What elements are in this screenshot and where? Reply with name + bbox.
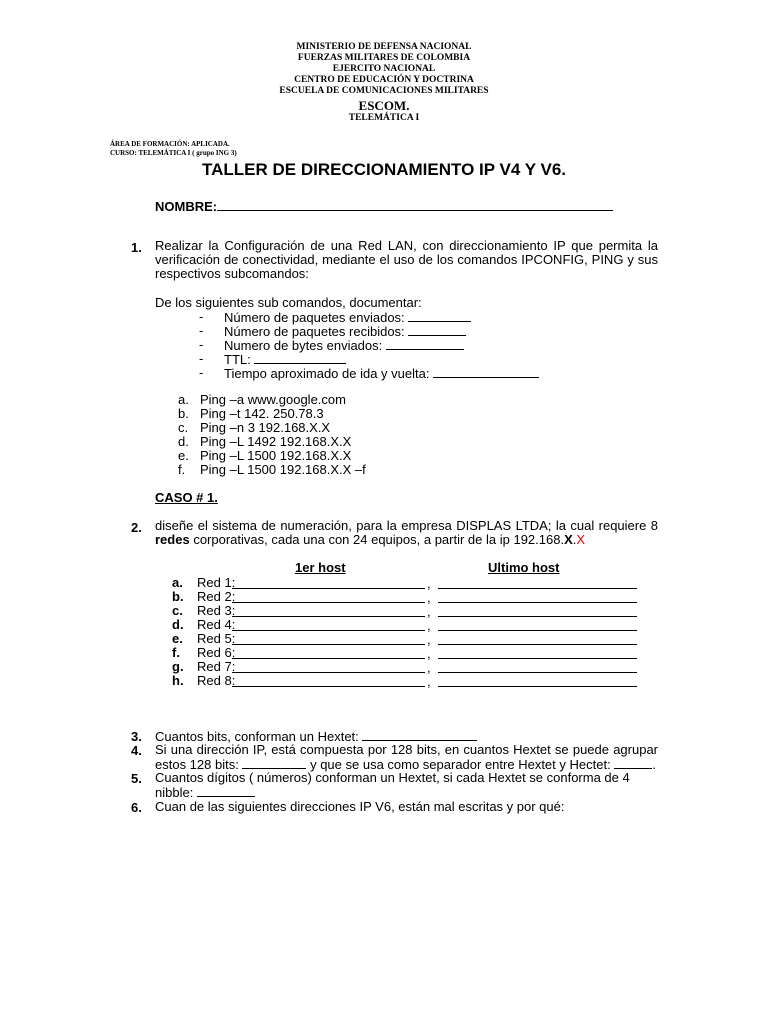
first-host-blank <box>232 686 425 687</box>
last-host-blank <box>438 588 637 589</box>
cmd-text: Ping –t 142. 250.78.3 <box>200 406 324 421</box>
answer-blank <box>362 729 477 741</box>
row-comma: , <box>427 632 431 647</box>
q2-x-black: X <box>564 532 573 547</box>
q1-dash: - <box>199 365 204 380</box>
col-first-host: 1er host <box>295 560 346 575</box>
answer-blank <box>408 324 466 336</box>
q2-line-2-rest: corporativas, cada una con 24 equipos, a partir de la ip 192.168. <box>189 532 565 547</box>
q4-line-1: Si una dirección IP, está compuesta por 128 bits, en cuantos Hextet se puede agrupar <box>155 742 658 757</box>
red-row-letter: c. <box>172 603 183 618</box>
q5-line-2-label: nibble: <box>155 785 194 800</box>
red-row-label: Red 3: <box>197 603 236 618</box>
red-row-label: Red 8: <box>197 673 236 688</box>
q3-label: Cuantos bits, conforman un Hextet: <box>155 729 359 744</box>
cmd-text: Ping –L 1500 192.168.X.X <box>200 448 352 463</box>
cmd-text: Ping –a www.google.com <box>200 392 346 407</box>
answer-blank <box>433 366 539 378</box>
nombre-field <box>155 199 613 215</box>
cmd-text: Ping –L 1492 192.168.X.X <box>200 434 352 449</box>
first-host-blank <box>232 658 425 659</box>
header-line-5: ESCUELA DE COMUNICACIONES MILITARES <box>279 86 489 96</box>
answer-blank <box>254 352 346 364</box>
q2-number: 2. <box>131 520 142 535</box>
last-host-blank <box>438 658 637 659</box>
red-row-letter: g. <box>172 659 184 674</box>
row-comma: , <box>427 646 431 661</box>
cmd-letter: a. <box>178 392 189 407</box>
col-last-host: Ultimo host <box>488 560 560 575</box>
row-comma: , <box>427 590 431 605</box>
row-comma: , <box>427 576 431 591</box>
first-host-blank <box>232 602 425 603</box>
q1-item-3-label: Numero de bytes enviados: <box>224 338 383 353</box>
answer-blank <box>408 310 471 322</box>
red-row-label: Red 2: <box>197 589 236 604</box>
row-comma: , <box>427 618 431 633</box>
red-row-label: Red 4: <box>197 617 236 632</box>
q2-line-1: diseñe el sistema de numeración, para la empresa DISPLAS LTDA; la cual requiere 8 <box>155 518 658 533</box>
meta-area: ÁREA DE FORMACIÓN: APLICADA. <box>110 140 230 148</box>
first-host-blank <box>232 630 425 631</box>
q4-line-2-end: . <box>652 757 656 772</box>
nombre-blank <box>217 199 613 211</box>
q1-item-5 <box>224 366 539 382</box>
nombre-label: NOMBRE: <box>155 199 218 214</box>
q1-line-2: verificación de conectividad, mediante el uso de los comandos IPCONFIG, PING y sus <box>155 252 658 267</box>
q2-x-red: X <box>576 532 586 547</box>
q5-line-1: Cuantos dígitos ( números) conforman un Hextet, si cada Hextet se conforma de 4 <box>155 770 630 785</box>
row-comma: , <box>427 660 431 675</box>
cmd-letter: f. <box>178 462 186 477</box>
q1-line-3: respectivos subcomandos: <box>155 266 309 281</box>
header-line-3: EJERCITO NACIONAL <box>332 64 436 74</box>
cmd-text: Ping –n 3 192.168.X.X <box>200 420 331 435</box>
cmd-letter: c. <box>178 420 189 435</box>
q2-line-2 <box>155 533 658 548</box>
red-row-letter: a. <box>172 575 183 590</box>
last-host-blank <box>438 630 637 631</box>
header-line-1: MINISTERIO DE DEFENSA NACIONAL <box>296 42 472 52</box>
q1-item-4-label: TTL: <box>224 352 251 367</box>
q2-redes-bold: redes <box>155 532 190 547</box>
q1-number: 1. <box>131 240 142 255</box>
row-comma: , <box>427 604 431 619</box>
red-row-label: Red 6: <box>197 645 236 660</box>
red-row-letter: d. <box>172 617 184 632</box>
red-row-label: Red 1: <box>197 575 236 590</box>
last-host-blank <box>438 602 637 603</box>
red-row-letter: e. <box>172 631 183 646</box>
cmd-letter: d. <box>178 434 189 449</box>
row-comma: , <box>427 674 431 689</box>
answer-blank <box>197 785 255 797</box>
red-row-label: Red 7: <box>197 659 236 674</box>
first-host-blank <box>232 616 425 617</box>
cmd-letter: e. <box>178 448 189 463</box>
answer-blank <box>614 757 652 769</box>
q5-number: 5. <box>131 771 142 786</box>
last-host-blank <box>438 672 637 673</box>
q6-text: Cuan de las siguientes direcciones IP V6, están mal escritas y por qué: <box>155 799 565 814</box>
q1-dash: - <box>199 309 204 324</box>
answer-blank <box>386 338 464 350</box>
q6-number: 6. <box>131 800 142 815</box>
answer-blank <box>242 757 306 769</box>
q1-line-1: Realizar la Configuración de una Red LAN, con direccionamiento IP que permita la <box>155 238 658 253</box>
cmd-text: Ping –L 1500 192.168.X.X –f <box>200 462 366 477</box>
page-title: TALLER DE DIRECCIONAMIENTO IP V4 Y V6. <box>202 160 566 179</box>
q2-dot: . <box>572 532 577 547</box>
red-row-label: Red 5: <box>197 631 236 646</box>
q1-intro: De los siguientes sub comandos, documentar: <box>155 295 422 310</box>
q1-dash: - <box>199 351 204 366</box>
q1-item-2-label: Número de paquetes recibidos: <box>224 324 405 339</box>
first-host-blank <box>232 644 425 645</box>
header-line-4: CENTRO DE EDUCACIÓN Y DOCTRINA <box>294 75 474 85</box>
red-row-letter: f. <box>172 645 180 660</box>
last-host-blank <box>438 644 637 645</box>
header-escom: ESCOM. <box>358 98 410 113</box>
header-line-2: FUERZAS MILITARES DE COLOMBIA <box>297 53 471 63</box>
q1-dash: - <box>199 323 204 338</box>
q4-line-2b: y que se usa como separador entre Hextet y Hectet: <box>310 757 611 772</box>
q1-item-5-label: Tiempo aproximado de ida y vuelta: <box>224 366 430 381</box>
q3-number: 3. <box>131 729 142 744</box>
last-host-blank <box>438 686 637 687</box>
q1-item-1-label: Número de paquetes enviados: <box>224 310 405 325</box>
cmd-letter: b. <box>178 406 189 421</box>
header-telematica: TELEMÁTICA I <box>348 113 420 123</box>
meta-curso: CURSO: TELEMÁTICA I ( grupo ING 3) <box>110 149 237 157</box>
q4-line-2a: estos 128 bits: <box>155 757 239 772</box>
caso-heading: CASO # 1. <box>155 490 218 505</box>
first-host-blank <box>232 672 425 673</box>
last-host-blank <box>438 616 637 617</box>
first-host-blank <box>232 588 425 589</box>
q4-number: 4. <box>131 743 142 758</box>
red-row-letter: h. <box>172 673 184 688</box>
red-row-letter: b. <box>172 589 184 604</box>
q1-dash: - <box>199 337 204 352</box>
